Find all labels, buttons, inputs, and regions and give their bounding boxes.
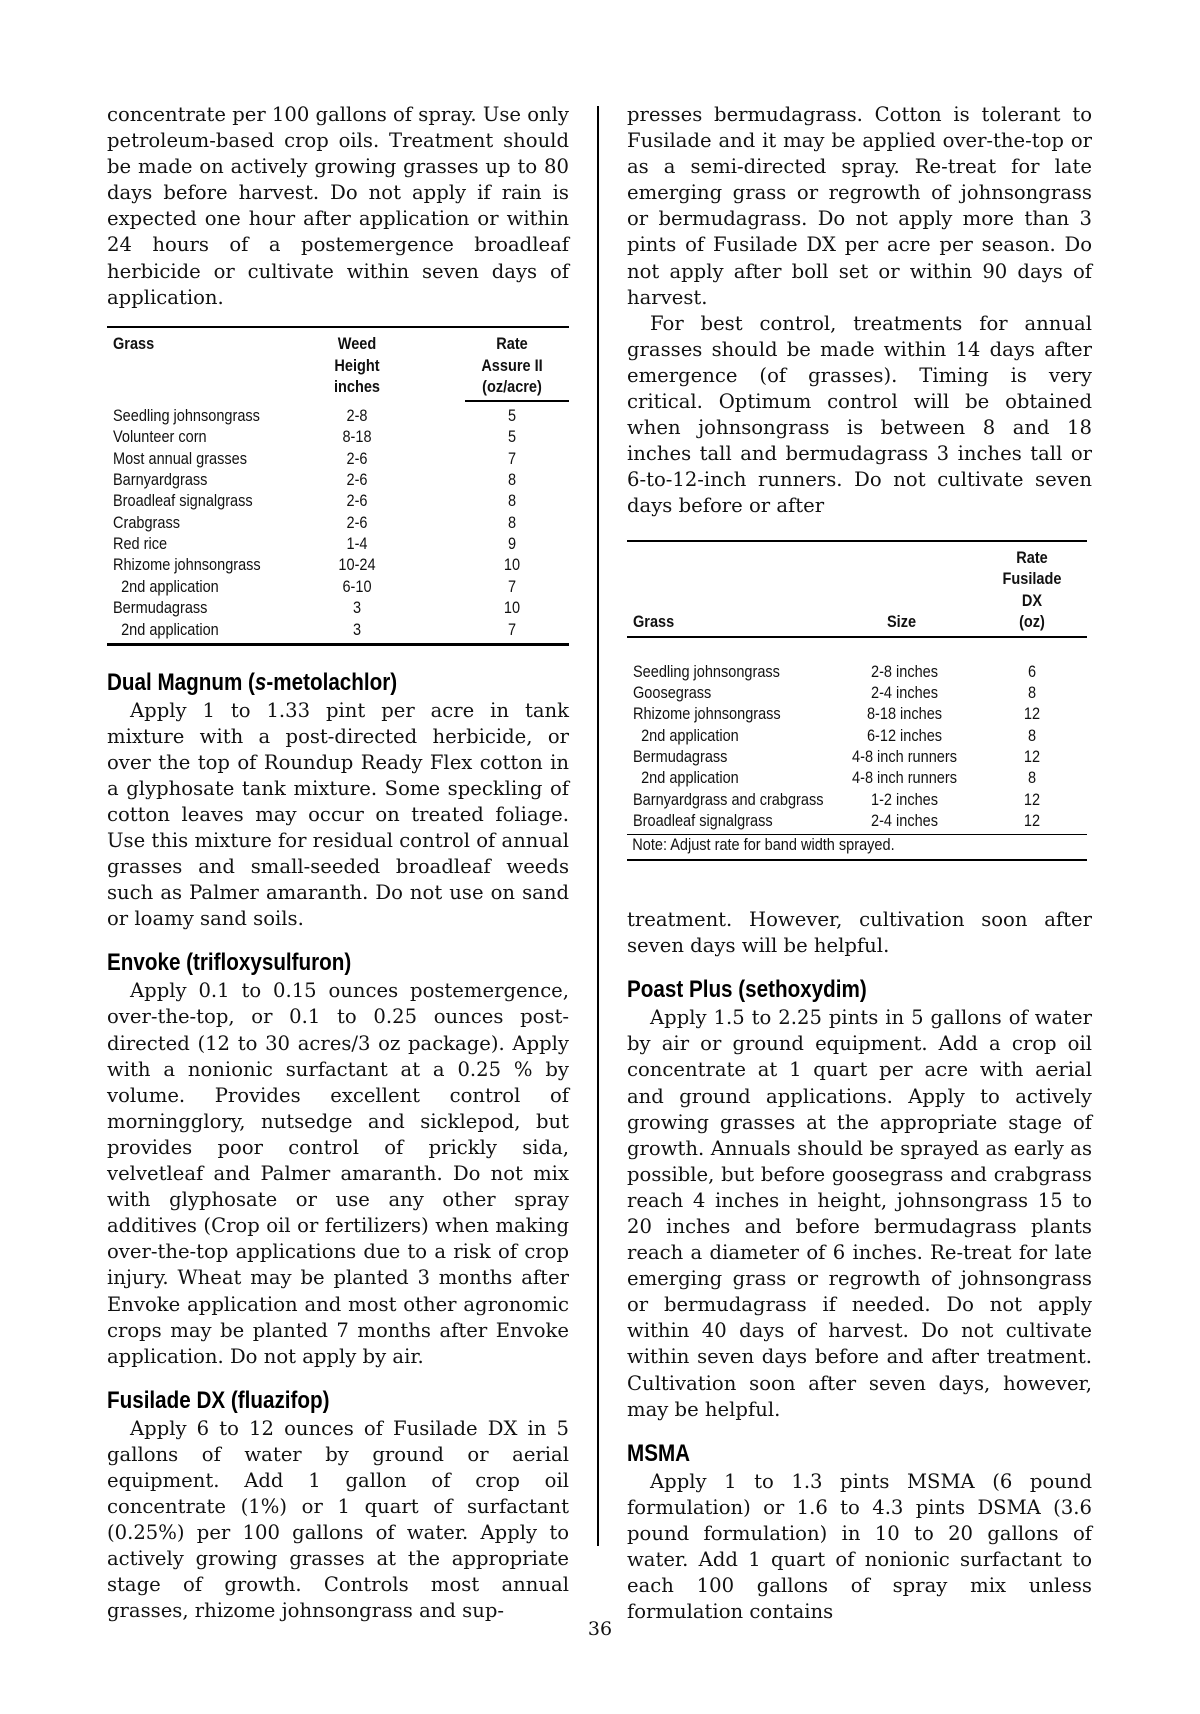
table-cell: 2nd application: [113, 620, 219, 639]
table-cell: 8-18 inches: [866, 705, 943, 724]
table-cell: 2nd application: [113, 577, 219, 596]
table-cell: 12: [1023, 748, 1041, 767]
msma-heading: MSMA: [627, 1439, 691, 1467]
table-cell: Volunteer corn: [113, 428, 207, 447]
dual-magnum-body: Apply 1 to 1.33 pint per acre in tank mixture with a post-directed herbicide, or over the top of Roundup Ready Flex cotton in a glyphosate tank mixture. Some speckling of cotton leaves may occur on treated foliage. Use this mixture for residual control of annual grasses and small-seeded broadleaf weeds such as Palmer amaranth. Do not use on sand or loamy sand soils.: [107, 698, 569, 931]
col-header-rate: [462, 334, 562, 398]
left-column: [107, 102, 569, 1625]
table-row: [627, 726, 1087, 747]
fusilade-continued: presses bermudagrass. Cotton is tolerant to Fusilade and it may be applied over-the-top or as a semi-directed spray. Re-treat for late emerging grass or regrowth of johnsongrass or bermudagrass. Do not apply more than 3 pints of Fusilade DX per acre per season. Do not apply after boll set or within 90 days of harvest.: [627, 103, 1092, 309]
table-row: [107, 406, 569, 427]
table-cell: Red rice: [113, 535, 168, 554]
table-cell: 12: [1023, 790, 1041, 809]
header-line: Height: [334, 356, 380, 375]
table-top-rule: [627, 540, 1087, 543]
table-cell: Rhizome johnsongrass: [113, 556, 261, 575]
table-row: [627, 811, 1087, 832]
table-cell: 2-4 inches: [870, 812, 938, 831]
table-cell: Broadleaf signalgrass: [113, 492, 253, 511]
table-cell: 12: [1023, 705, 1041, 724]
treatment-paragraph: treatment. However, cultivation soon after seven days will be helpful.: [627, 908, 1092, 958]
table-cell: 2-8: [346, 406, 368, 425]
table-cell: 1-4: [346, 535, 368, 554]
header-line: (oz): [1019, 613, 1045, 632]
col-header-size: Size: [887, 613, 917, 631]
header-line: Fusilade: [1002, 570, 1062, 589]
table-cell: 12: [1023, 812, 1041, 831]
column-divider: [597, 106, 599, 1546]
intro-paragraph: concentrate per 100 gallons of spray. Use only petroleum-based crop oils. Treatment should be made on actively growing grasses up to 80 days before harvest. Do not apply if rain is expected one hour after application or within 24 hours of a postemergence broadleaf herbicide or cultivate within seven days of application.: [107, 103, 570, 309]
table-header: [107, 334, 569, 406]
table-cell: 2-6: [346, 449, 368, 468]
table-cell: 7: [507, 449, 517, 468]
table-cell: 2nd application: [633, 769, 739, 788]
table-cell: 4-8 inch runners: [852, 748, 957, 767]
poast-plus-heading: Poast Plus (sethoxydim): [627, 976, 867, 1004]
table-cell: 5: [507, 406, 517, 425]
table-row: [107, 577, 569, 598]
table-cell: Seedling johnsongrass: [113, 406, 260, 425]
msma-body: Apply 1 to 1.3 pints MSMA (6 pound formulation) or 1.6 to 4.3 pints DSMA (3.6 pound formulation) in 10 to 20 gallons of water. Add 1 quart of nonionic surfactant to each 100 gallons of spray mix unless formulation contains: [627, 1469, 1092, 1624]
table-cell: Most annual grasses: [113, 449, 247, 468]
table-cell: 2-4 inches: [870, 683, 938, 702]
table-cell: 7: [507, 620, 517, 639]
table-body: [107, 406, 569, 641]
right-column: [627, 102, 1092, 1625]
table-cell: 8: [507, 470, 517, 489]
table-note: Note: Adjust rate for band width sprayed.: [632, 836, 895, 855]
table-row: [107, 491, 569, 512]
table-cell: 2-8 inches: [870, 662, 938, 681]
table-cell: 6: [1027, 662, 1037, 681]
table-cell: 10-24: [338, 556, 376, 575]
table-row: [107, 598, 569, 619]
table-row: [627, 768, 1087, 789]
col-header-weed-height: [307, 334, 407, 398]
table-cell: 6-12 inches: [866, 726, 943, 745]
table-cell: 4-8 inch runners: [852, 769, 957, 788]
fusilade-body: Apply 6 to 12 ounces of Fusilade DX in 5 gallons of water by ground or aerial equipment. Add 1 gallon of crop oil concentrate (1%) or 1 quart of surfactant (0.25%) per 100 gallons of water. Apply to actively growing grasses at the appropriate stage of growth. Controls most annual grasses, rhizome johnsongrass and sup-: [107, 1416, 569, 1623]
table-row: [627, 704, 1087, 725]
header-line: DX: [1021, 591, 1043, 610]
table-cell: Barnyardgrass and crabgrass: [633, 790, 824, 809]
table-row: [627, 790, 1087, 811]
table-cell: 8: [1027, 726, 1037, 745]
table-row: [107, 427, 569, 448]
table-row: [107, 470, 569, 491]
heading-part: Dual Magnum (: [107, 668, 255, 696]
col-header-grass: Grass: [113, 335, 155, 354]
header-line: Rate: [496, 335, 528, 354]
heading-part: -metolachlor): [266, 668, 398, 696]
assure-table: [107, 326, 569, 646]
table-cell: 9: [507, 535, 517, 554]
col-header-grass: Grass: [633, 613, 675, 631]
table-cell: 2-6: [346, 492, 368, 511]
best-control-paragraph: For best control, treatments for annual grasses should be made within 14 days after emergence (of grasses). Timing is very critical. Optimum control will be obtained when johnsongrass is between 8 and 18 inches tall and bermudagrass 3 inches tall or 6-to-12-inch runners. Do not cultivate seven days before or after: [627, 311, 1092, 518]
header-line: Weed: [337, 335, 377, 354]
table-row: [627, 747, 1087, 768]
table-row: [627, 662, 1087, 683]
header-line: (oz/acre): [482, 378, 542, 397]
envoke-body: Apply 0.1 to 0.15 ounces postemergence, over-the-top, or 0.1 to 0.25 ounces post-directed (12 to 30 acres/3 oz package). Apply with a nonionic surfactant at a 0.25 % by volume. Provides excellent control of morningglory, nutsedge and sicklepod, but provides poor control of prickly sida, velvetleaf and Palmer amaranth. Do not mix with glyphosate or use any other spray additives (Crop oil or fertilizers) when making over-the-top applications due to a risk of crop injury. Wheat may be planted 3 months after Envoke application and most other agronomic crops may be planted 7 months after Envoke application. Do not apply by air.: [107, 979, 569, 1368]
table-row: [627, 683, 1087, 704]
header-line: inches: [333, 378, 381, 397]
table-cell: Bermudagrass: [633, 748, 728, 767]
table-cell: 5: [507, 428, 517, 447]
table-cell: 8: [1027, 683, 1037, 702]
table-cell: 2nd application: [633, 726, 739, 745]
table-body: [627, 662, 1087, 833]
table-cell: 2-6: [346, 470, 368, 489]
dual-magnum-heading: [107, 668, 504, 698]
table-cell: 3: [352, 620, 362, 639]
table-row: [107, 620, 569, 641]
table-bottom-rule: [107, 643, 569, 646]
envoke-heading: Envoke (trifloxysulfuron): [107, 949, 352, 977]
table-row: [107, 555, 569, 576]
table-cell: 8: [507, 492, 517, 511]
fusilade-table: [627, 540, 1087, 862]
heading-part: s: [254, 668, 267, 696]
table-cell: Seedling johnsongrass: [633, 662, 780, 681]
table-top-rule: [107, 326, 569, 329]
table-cell: Crabgrass: [113, 513, 180, 532]
table-cell: 3: [352, 599, 362, 618]
table-cell: Rhizome johnsongrass: [633, 705, 781, 724]
table-row: [107, 513, 569, 534]
poast-plus-body: Apply 1.5 to 2.25 pints in 5 gallons of water by air or ground equipment. Add a crop oil concentrate at 1 quart per acre with aerial and ground applications. Apply to actively growing grasses at the appropriate stage of growth. Annuals should be sprayed as early as possible, but before goosegrass and crabgrass reach 4 inches in height, johnsongrass 15 to 20 inches and before bermudagrass plants reach a diameter of 6 inches. Re-treat for late emerging grass or regrowth of johnsongrass or bermudagrass if needed. Do not apply within 40 days of harvest. Do not cultivate within seven days before and after treatment. Cultivation soon after seven days, however, may be helpful.: [627, 1006, 1092, 1421]
table-cell: 8: [1027, 769, 1037, 788]
page-number: 36: [587, 1618, 613, 1640]
table-cell: Goosegrass: [633, 683, 712, 702]
table-header: [627, 548, 1087, 638]
table-cell: 6-10: [342, 577, 372, 596]
table-cell: 10: [503, 556, 521, 575]
table-cell: 2-6: [346, 513, 368, 532]
table-bottom-rule: [627, 859, 1087, 862]
table-row: [107, 534, 569, 555]
header-line: Rate: [1016, 549, 1048, 567]
fusilade-heading: Fusilade DX (fluazifop): [107, 1386, 330, 1414]
table-cell: Barnyardgrass: [113, 470, 208, 489]
col-header-rate: [982, 548, 1082, 634]
table-cell: Broadleaf signalgrass: [633, 812, 773, 831]
table-cell: 1-2 inches: [870, 790, 938, 809]
header-line: Assure II: [481, 356, 543, 375]
table-cell: 8-18: [342, 428, 372, 447]
table-cell: 8: [507, 513, 517, 532]
table-cell: 7: [507, 577, 517, 596]
table-cell: 10: [503, 599, 521, 618]
table-row: [107, 449, 569, 470]
table-cell: Bermudagrass: [113, 599, 208, 618]
